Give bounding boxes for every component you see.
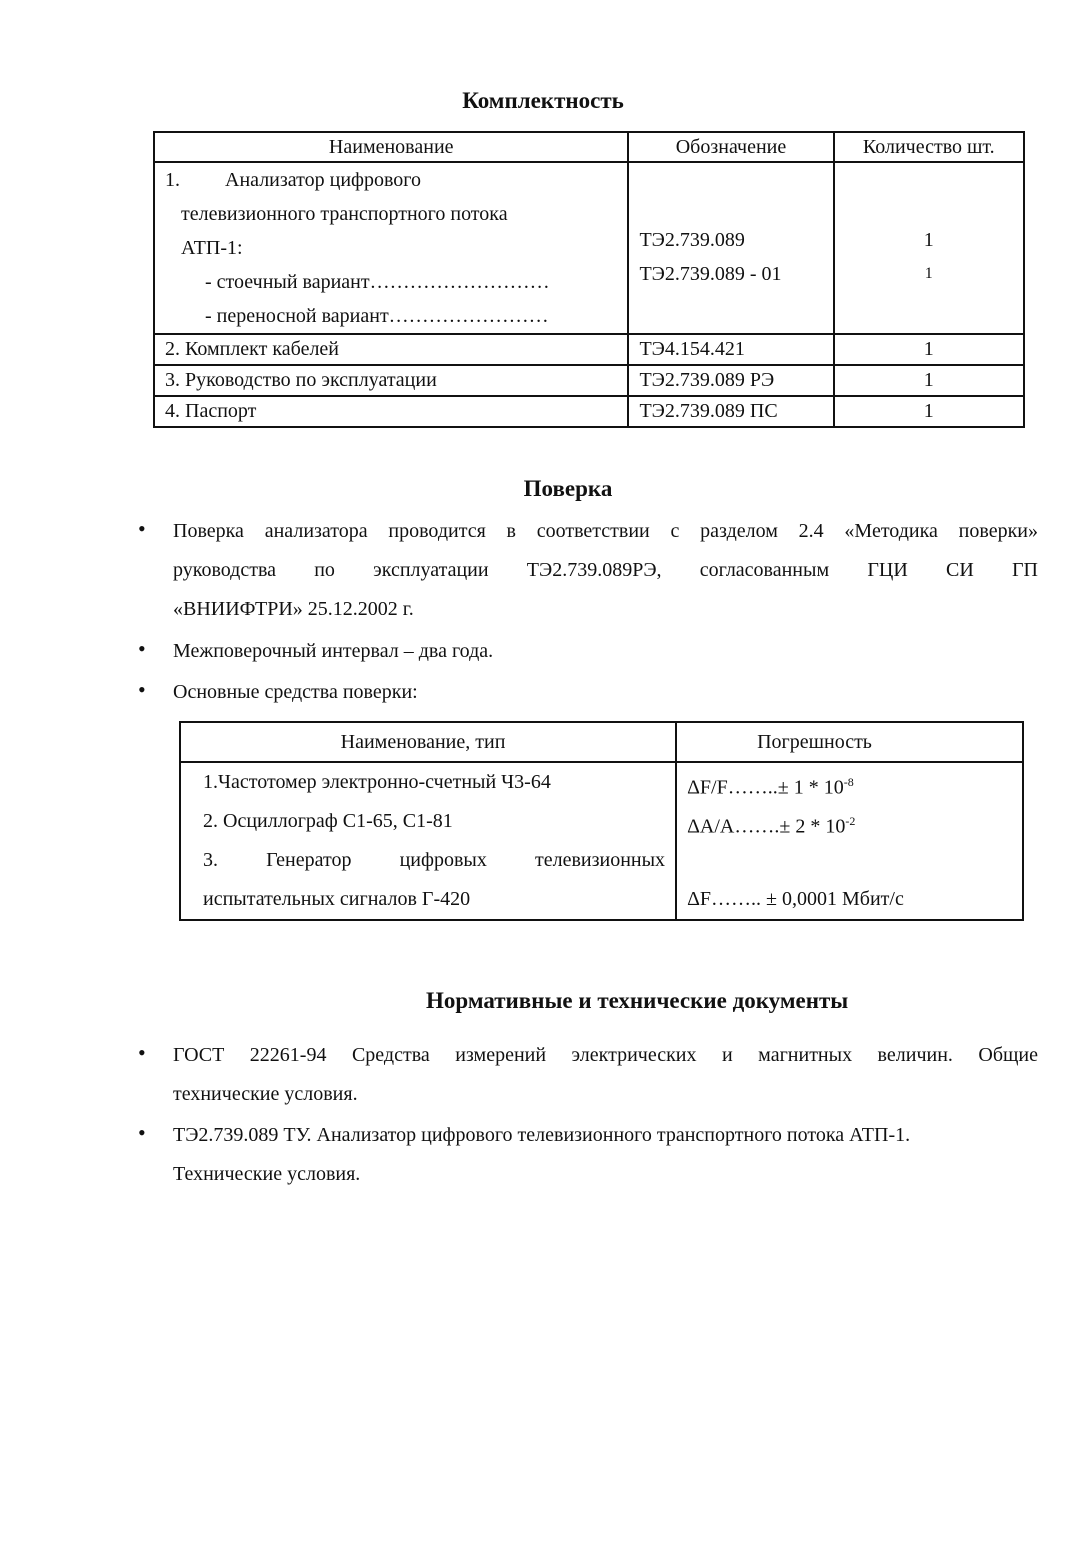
table-row xyxy=(154,162,1024,334)
bullet-icon: • xyxy=(138,1040,146,1065)
row1-name-line2: телевизионного транспортного потока xyxy=(181,203,508,225)
row4-qty: 1 xyxy=(834,396,1024,427)
errors-cell xyxy=(676,762,1023,920)
header-code: Обозначение xyxy=(628,132,833,162)
error-1 xyxy=(687,763,1012,802)
row3-name: 3. Руководство по эксплуатации xyxy=(154,365,628,396)
poverka-bullet2: Межповерочный интервал – два года. xyxy=(173,640,494,662)
row1-code-cell xyxy=(628,162,833,334)
table-row xyxy=(154,365,1024,396)
error-1-text: ΔF/F……..± 1 * 10 xyxy=(687,776,844,799)
komplekt-table xyxy=(153,131,1025,428)
instrument-3-line1: 3. Генератор цифровых телевизионных xyxy=(203,849,666,871)
table-header-row xyxy=(180,722,1023,762)
error-2-exp: -2 xyxy=(845,814,856,828)
instruments-cell xyxy=(180,762,676,920)
header-error: Погрешность xyxy=(676,722,1023,762)
error-2-text: ΔA/A…….± 2 * 10 xyxy=(687,815,846,838)
docs-bullet1-line1: ГОСТ 22261-94 Средства измерений электрических и магнитных величин. Общие xyxy=(173,1044,1038,1066)
error-1-exp: -8 xyxy=(843,775,854,789)
instrument-2: 2. Осциллограф С1-65, С1-81 xyxy=(203,810,453,832)
error-2 xyxy=(687,802,1012,841)
docs-title: Нормативные и технические документы xyxy=(426,988,849,1013)
bullet-icon: • xyxy=(138,516,146,541)
error-3: ΔF…….. ± 0,0001 Мбит/с xyxy=(687,888,904,910)
header-qty: Количество шт. xyxy=(834,132,1024,162)
row3-code: ТЭ2.739.089 РЭ xyxy=(628,365,833,396)
docs-bullet2-line2: Технические условия. xyxy=(173,1163,361,1185)
poverka-bullet1-line1: Поверка анализатора проводится в соответствии с разделом 2.4 «Методика поверки» xyxy=(173,520,1038,542)
header-name-type: Наименование, тип xyxy=(180,722,676,762)
row1-qty1: 1 xyxy=(923,229,934,251)
row1-name-line1: 1. Анализатор цифрового xyxy=(165,169,421,191)
row1-qty2: 1 xyxy=(924,265,933,282)
row2-qty: 1 xyxy=(834,334,1024,365)
docs-bullet1-line2: технические условия. xyxy=(173,1083,358,1105)
row1-variant1: - стоечный вариант……………………… xyxy=(205,271,550,293)
poverka-bullet3: Основные средства поверки: xyxy=(173,681,418,703)
row3-qty: 1 xyxy=(834,365,1024,396)
table-header-row xyxy=(154,132,1024,162)
header-name: Наименование xyxy=(154,132,628,162)
docs-bullet1 xyxy=(173,1036,1038,1114)
docs-bullet2 xyxy=(173,1116,1038,1194)
table-row xyxy=(180,762,1023,920)
table-row xyxy=(154,334,1024,365)
bullet-icon: • xyxy=(138,636,146,661)
bullet-icon: • xyxy=(138,677,146,702)
row4-code: ТЭ2.739.089 ПС xyxy=(628,396,833,427)
row1-code1: ТЭ2.739.089 xyxy=(639,229,745,251)
row1-name-line3: АТП-1: xyxy=(181,237,243,259)
row2-code: ТЭ4.154.421 xyxy=(628,334,833,365)
docs-bullet2-line1: ТЭ2.739.089 ТУ. Анализатор цифрового телевизионного транспортного потока АТП-1. xyxy=(173,1124,911,1146)
row4-name: 4. Паспорт xyxy=(154,396,628,427)
bullet-icon: • xyxy=(138,1120,146,1145)
row1-variant2: - переносной вариант…………………… xyxy=(205,305,549,327)
instrument-1: 1.Частотомер электронно-счетный Ч3-64 xyxy=(203,771,551,793)
row2-name: 2. Комплект кабелей xyxy=(154,334,628,365)
row1-code2: ТЭ2.739.089 - 01 xyxy=(639,263,782,285)
poverka-bullet1-line2: руководства по эксплуатации ТЭ2.739.089РЭ, согласованным ГЦИ СИ ГП xyxy=(173,559,1038,581)
table-row xyxy=(154,396,1024,427)
poverka-table xyxy=(179,721,1024,921)
row1-qty-cell xyxy=(834,162,1024,334)
instrument-3-line2: испытательных сигналов Г-420 xyxy=(203,888,471,910)
row1-name-cell xyxy=(154,162,628,334)
poverka-bullet1-line3: «ВНИИФТРИ» 25.12.2002 г. xyxy=(173,598,414,620)
komplekt-title: Комплектность xyxy=(462,88,624,113)
poverka-bullet1 xyxy=(173,512,1038,629)
poverka-title: Поверка xyxy=(523,476,613,501)
